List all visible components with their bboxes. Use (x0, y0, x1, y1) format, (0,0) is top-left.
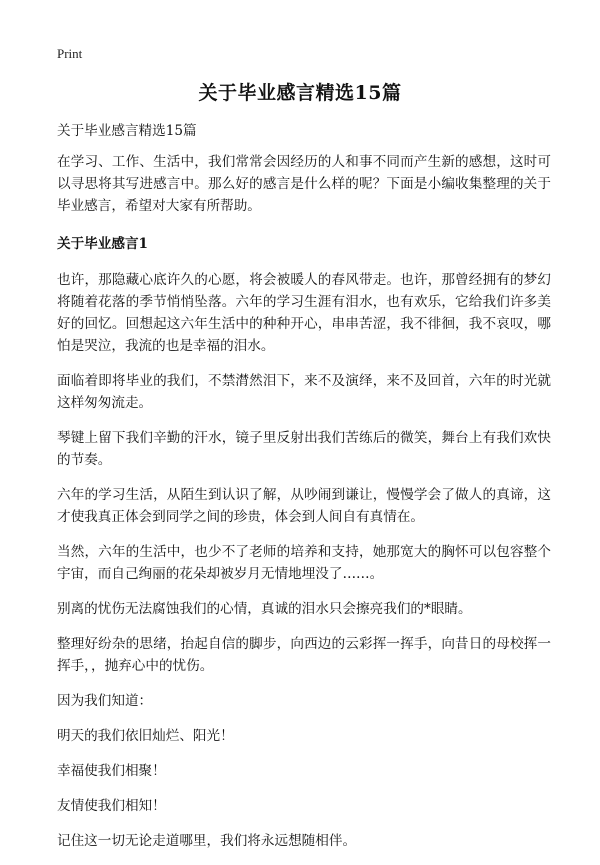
section-heading: 关于毕业感言1 (57, 236, 149, 252)
body-paragraph: 别离的忧伤无法腐蚀我们的心情，真诚的泪水只会擦亮我们的*眼睛。 (57, 601, 472, 617)
document-title: 关于毕业感言精选15篇 (198, 82, 402, 104)
document-subtitle: 关于毕业感言精选15篇 (57, 123, 197, 139)
body-paragraph: 琴键上留下我们辛勤的汗水，镜子里反射出我们苦练后的微笑，舞台上有我们欢快的节奏。 (57, 430, 551, 468)
body-paragraph: 也许，那隐藏心底许久的心愿，将会被暖人的春风带走。也许，那曾经拥有的梦幻将随着花落的季节悄悄坠落。六年的学习生涯有泪水，也有欢乐，它给我们许多美好的回忆。回想起这六年生活中的种种开心，串串苦涩，我不徘徊，我不哀叹，哪怕是哭泣，我流的也是幸福的泪水。 (57, 272, 551, 354)
body-paragraph: 当然，六年的生活中，也少不了老师的培养和支持，她那宽大的胸怀可以包容整个宇宙，而自己绚丽的花朵却被岁月无情地埋没了……。 (57, 544, 551, 582)
body-paragraph: 记住这一切无论走道哪里，我们将永远想随相伴。 (57, 833, 357, 849)
body-paragraph: 整理好纷杂的思绪，抬起自信的脚步，向西边的云彩挥一挥手，向昔日的母校挥一挥手，，抛弃心中的忧伤。 (57, 636, 551, 674)
body-paragraph: 幸福使我们相聚！ (57, 763, 166, 779)
body-paragraph: 面临着即将毕业的我们，不禁潸然泪下，来不及演绎，来不及回首，六年的时光就这样匆匆流走。 (57, 373, 551, 411)
body-paragraph: 六年的学习生活，从陌生到认识了解，从吵闹到谦让，慢慢学会了做人的真谛，这才使我真正体会到同学之间的珍贵，体会到人间自有真情在。 (57, 487, 551, 525)
document-body (57, 120, 551, 865)
body-paragraph: 因为我们知道： (57, 693, 153, 709)
print-link[interactable]: Print (57, 46, 83, 61)
intro-paragraph: 在学习、工作、生活中，我们常常会因经历的人和事不同而产生新的感想，这时可以寻思将其写进感言中。那么好的感言是什么样的呢？下面是小编收集整理的关于毕业感言，希望对大家有所帮助。 (57, 154, 551, 214)
body-paragraph: 友情使我们相知！ (57, 798, 166, 814)
body-paragraph: 明天的我们依旧灿烂、阳光！ (57, 728, 234, 744)
